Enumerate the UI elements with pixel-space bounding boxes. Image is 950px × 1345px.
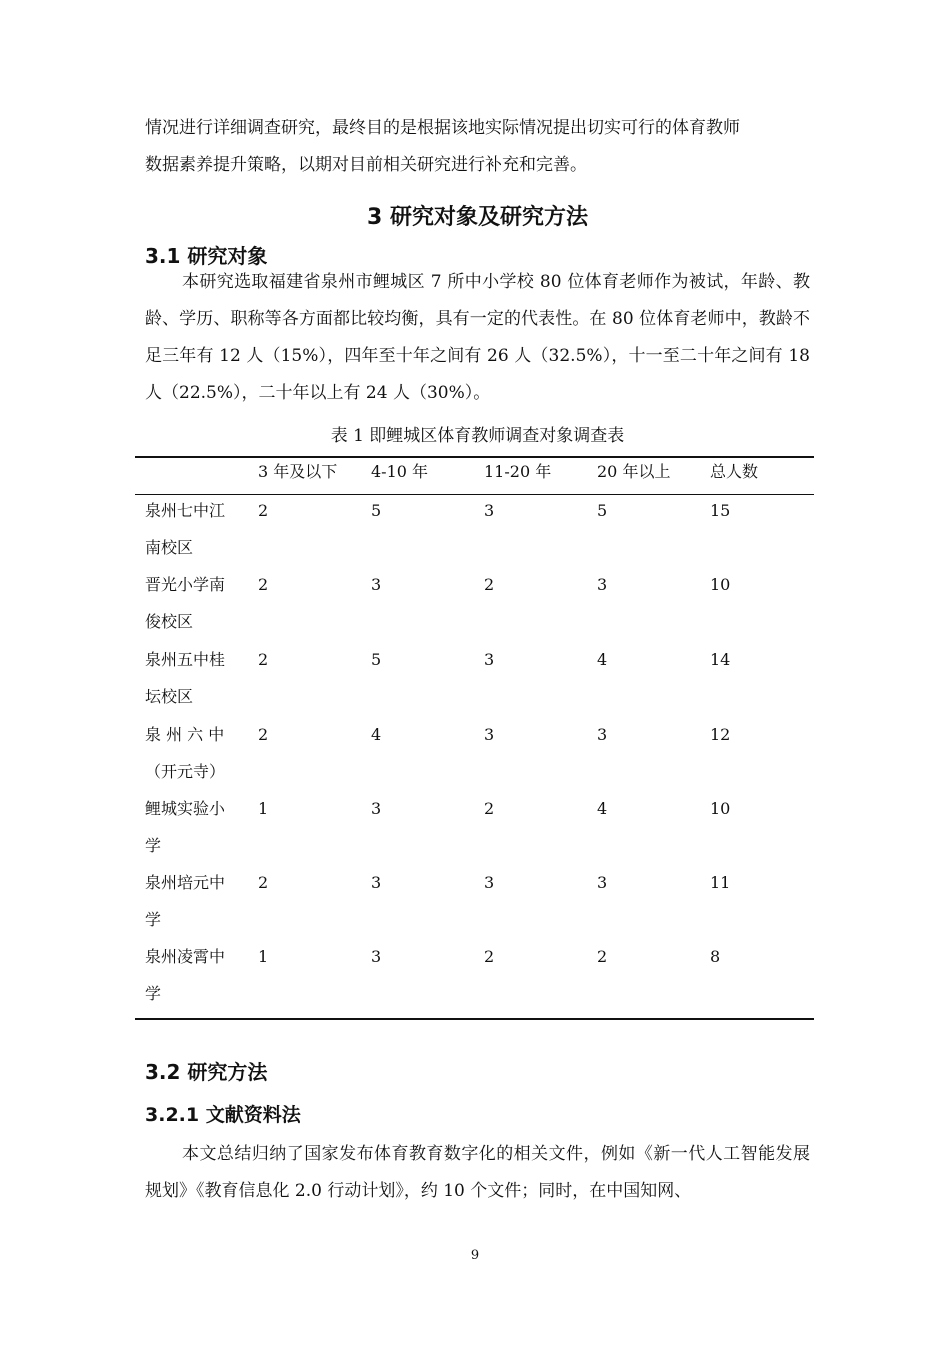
section-3-2-1-heading: 3.2.1 文献资料法 [145, 1104, 301, 1126]
chapter-title: 3 研究对象及研究方法 [367, 205, 588, 230]
table-cell: 4 [597, 799, 608, 818]
table-cell: 2 [258, 650, 269, 669]
table-cell: 3 [484, 873, 495, 892]
section-3-2-heading: 3.2 研究方法 [145, 1060, 268, 1084]
table-cell: 3 [597, 575, 608, 594]
table-cell: 3 [484, 725, 495, 744]
table-header-cell: 4-10 年 [371, 462, 429, 481]
table-cell: 2 [258, 501, 269, 520]
school-name-line-2: 俊校区 [145, 612, 194, 631]
table-cell: 2 [484, 947, 495, 966]
table-cell: 14 [710, 650, 731, 669]
table-cell: 3 [371, 947, 382, 966]
intro-line-1: 情况进行详细调查研究，最终目的是根据该地实际情况提出切实可行的体育教师 [145, 118, 740, 138]
table-cell: 12 [710, 725, 731, 744]
table-cell: 2 [258, 575, 269, 594]
school-name-line-2: （开元寺） [145, 762, 226, 781]
intro-line-2: 数据素养提升策略，以期对目前相关研究进行补充和完善。 [145, 155, 587, 175]
table-cell: 15 [710, 501, 731, 520]
table-cell: 4 [371, 725, 382, 744]
school-name-line-2: 学 [145, 984, 162, 1003]
school-name-line-2: 学 [145, 910, 162, 929]
table-cell: 2 [258, 873, 269, 892]
page-number: 9 [470, 1248, 480, 1263]
school-name-line-1: 泉州凌霄中 [145, 947, 226, 966]
school-name-line-1: 泉州五中桂 [145, 650, 226, 669]
table-cell: 10 [710, 575, 731, 594]
table-header-cell: 20 年以上 [597, 462, 671, 481]
table-cell: 2 [597, 947, 608, 966]
table-bottom-rule [135, 1018, 814, 1020]
school-name-line-1: 泉 州 六 中 [145, 725, 225, 744]
table-header-cell: 11-20 年 [484, 462, 552, 481]
table-cell: 3 [597, 873, 608, 892]
table-cell: 3 [371, 799, 382, 818]
school-name-line-2: 南校区 [145, 538, 194, 557]
section-3-1-heading: 3.1 研究对象 [145, 244, 268, 268]
table-cell: 3 [484, 650, 495, 669]
school-name-line-1: 泉州七中江 [145, 501, 226, 520]
table-cell: 4 [597, 650, 608, 669]
table-header-cell: 3 年及以下 [258, 462, 338, 481]
school-name-line-2: 学 [145, 836, 162, 855]
table-cell: 5 [371, 650, 382, 669]
section-3-1-paragraph: 本研究选取福建省泉州市鲤城区 7 所中小学校 80 位体育老师作为被试，年龄、教龄、学历、职称等各方面都比较均衡，具有一定的代表性。在 80 位体育老师中，教龄不足三年有 12 人（15%），四年至十年之间有 26 人（32.5%），十一至二十年之间有 18 人（22.5%），二十年以上有 24 人（30%）。 [145, 272, 810, 403]
table-cell: 8 [710, 947, 721, 966]
table-cell: 3 [371, 575, 382, 594]
table-cell: 11 [710, 873, 731, 892]
table-cell: 5 [597, 501, 608, 520]
school-name-line-1: 泉州培元中 [145, 873, 226, 892]
table-header-cell: 总人数 [710, 462, 759, 481]
table-cell: 3 [484, 501, 495, 520]
table-cell: 3 [597, 725, 608, 744]
table-cell: 5 [371, 501, 382, 520]
table-cell: 1 [258, 947, 269, 966]
table-cell: 2 [484, 575, 495, 594]
school-name-line-1: 鲤城实验小 [145, 799, 226, 818]
table-cell: 10 [710, 799, 731, 818]
school-name-line-1: 晋光小学南 [145, 575, 226, 594]
school-name-line-2: 坛校区 [145, 687, 194, 706]
section-3-2-1-paragraph: 本文总结归纳了国家发布体育教育数字化的相关文件，例如《新一代人工智能发展规划》《教育信息化 2.0 行动计划》，约 10 个文件；同时，在中国知网、 [145, 1144, 810, 1201]
table-cell: 3 [371, 873, 382, 892]
table-cell: 2 [258, 725, 269, 744]
table-cell: 2 [484, 799, 495, 818]
table-cell: 1 [258, 799, 269, 818]
table-caption: 表 1 即鲤城区体育教师调查对象调查表 [330, 426, 625, 446]
